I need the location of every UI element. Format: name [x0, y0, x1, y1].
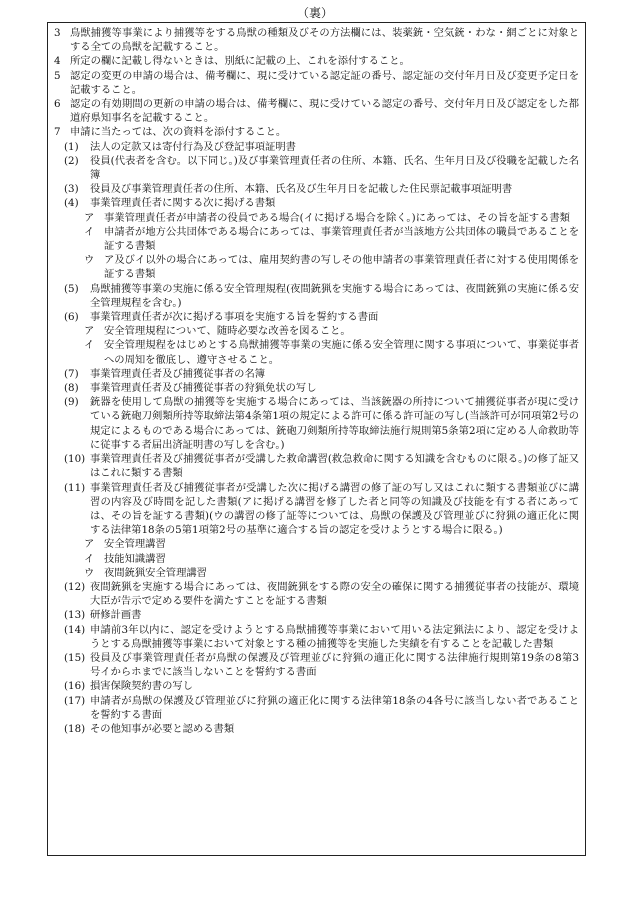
note-5	[54, 69, 579, 97]
item-number: (3)	[64, 183, 79, 196]
item-text: 事業管理責任者に関する次に掲げる書類	[90, 197, 276, 210]
item-number: (1)	[64, 140, 79, 153]
note-text: 所定の欄に記載し得ないときは、別紙に記載の上、これを添付すること。	[70, 55, 410, 68]
attachment-subitem-11b	[54, 552, 579, 566]
note-7	[54, 125, 579, 139]
subitem-text: 技能知識講習	[104, 552, 166, 565]
attachment-item-9	[54, 395, 579, 452]
subitem-label: イ	[84, 225, 95, 238]
item-text: 鳥獣捕獲等事業の実施に係る安全管理規程(夜間銃猟を実施する場合にあっては、夜間銃猟の実施に係る安全管理規程を含む。)	[90, 282, 579, 309]
attachment-item-12	[54, 580, 579, 608]
item-number: (7)	[64, 367, 79, 380]
item-text: 法人の定款又は寄付行為及び登記事項証明書	[90, 140, 296, 153]
attachment-item-17	[54, 694, 579, 722]
item-number: (5)	[64, 282, 79, 295]
attachment-subitem-4c	[54, 253, 579, 281]
attachment-item-2	[54, 154, 579, 182]
item-number: (13)	[64, 609, 86, 622]
item-text: 損害保険契約書の写し	[90, 680, 193, 693]
attachment-item-16	[54, 679, 579, 693]
item-number: (9)	[64, 396, 79, 409]
attachment-subitem-6b	[54, 338, 579, 366]
attachment-subitem-6a	[54, 324, 579, 338]
item-text: その他知事が必要と認める書類	[90, 722, 235, 735]
subitem-label: ア	[84, 538, 95, 551]
item-number: (17)	[64, 694, 86, 707]
note-text: 認定の有効期間の更新の申請の場合は、備考欄に、現に受けている認定の番号、交付年月日及び認定をした都道府県知事名を記載すること。	[70, 98, 579, 125]
page-title: （裏）	[296, 6, 333, 20]
note-text: 認定の変更の申請の場合は、備考欄に、現に受けている認定証の番号、認定証の交付年月日及び変更予定日を記載すること。	[70, 69, 579, 96]
note-number: 3	[54, 27, 61, 39]
attachment-item-1	[54, 140, 579, 154]
attachment-subitem-11c	[54, 566, 579, 580]
attachment-item-5	[54, 282, 579, 310]
item-number: (16)	[64, 680, 86, 693]
attachment-item-11	[54, 481, 579, 538]
attachment-item-3	[54, 182, 579, 196]
item-number: (8)	[64, 382, 79, 395]
subitem-text: 安全管理規程をはじめとする鳥獣捕獲等事業の実施に係る安全管理に関する事項について、事業従事者への周知を徹底し、遵守させること。	[104, 339, 579, 366]
item-number: (4)	[64, 197, 79, 210]
item-number: (15)	[64, 651, 86, 664]
item-number: (18)	[64, 722, 86, 735]
subitem-label: ウ	[84, 566, 95, 579]
attachment-item-7	[54, 367, 579, 381]
item-number: (2)	[64, 154, 79, 167]
attachment-item-15	[54, 651, 579, 679]
subitem-text: 事業管理責任者が申請者の役員である場合(イに掲げる場合を除く。)にあっては、その旨を証する書類	[104, 211, 570, 224]
note-number: 4	[54, 55, 61, 68]
attachment-item-14	[54, 623, 579, 651]
attachment-item-13	[54, 608, 579, 622]
item-text: 事業管理責任者及び捕獲従事者の名簿	[90, 367, 266, 380]
item-text: 事業管理責任者及び捕獲従事者が受講した次に掲げる講習の修了証の写し又はこれに類する書類並びに講習の内容及び時間を記した書類(アに掲げる講習を修了した者と同等の知識及び技能を有する者にあっては、その旨を証する書類)(ウの講習の修了証等については、鳥獣の保護及び管理並びに狩猟の適正化に関する法律第18条の5第1項第2号の基準に適合する旨の認定を受けようとする場合に限る。)	[90, 481, 579, 537]
attachment-subitem-11a	[54, 537, 579, 551]
note-3	[54, 26, 579, 54]
notes-box	[47, 22, 586, 856]
item-number: (14)	[64, 623, 86, 636]
item-text: 申請前3年以内に、認定を受けようとする鳥獣捕獲等事業において用いる法定猟法により、認定を受けようとする鳥獣捕獲等事業において対象とする種の捕獲等を実施した実績を有することを記載した書類	[90, 623, 579, 650]
item-number: (10)	[64, 453, 86, 466]
attachment-item-18	[54, 722, 579, 736]
attachment-subitem-4a	[54, 211, 579, 225]
item-text: 研修計画書	[90, 609, 142, 622]
attachment-item-6	[54, 310, 579, 324]
attachment-item-10	[54, 452, 579, 480]
attachment-subitem-4b	[54, 225, 579, 253]
note-6	[54, 97, 579, 125]
note-text: 申請に当たっては、次の資料を添付すること。	[70, 126, 287, 139]
subitem-text: ア及びイ以外の場合にあっては、雇用契約書の写しその他申請者の事業管理責任者に対する使用関係を証する書類	[104, 254, 579, 281]
item-text: 事業管理責任者及び捕獲従事者の狩猟免状の写し	[90, 382, 317, 395]
item-text: 役員及び事業管理責任者が鳥獣の保護及び管理並びに狩猟の適正化に関する法律施行規則第19条の8第3号イからホまでに該当しないことを誓約する書面	[90, 651, 579, 679]
subitem-label: ア	[84, 211, 95, 224]
item-text: 役員(代表者を含む。以下同じ。)及び事業管理責任者の住所、本籍、氏名、生年月日及び役職を記載した名簿	[90, 154, 579, 182]
item-number: (6)	[64, 311, 79, 324]
item-number: (12)	[64, 580, 86, 593]
item-text: 事業管理責任者が次に掲げる事項を実施する旨を誓約する書面	[90, 311, 379, 324]
subitem-text: 夜間銃猟安全管理講習	[104, 566, 207, 579]
subitem-text: 安全管理規程について、随時必要な改善を図ること。	[104, 325, 351, 338]
item-text: 申請者が鳥獣の保護及び管理並びに狩猟の適正化に関する法律第18条の4各号に該当しない者であることを誓約する書面	[90, 694, 579, 721]
note-4	[54, 54, 579, 68]
item-number: (11)	[64, 481, 86, 494]
note-number: 7	[54, 126, 61, 139]
subitem-label: ウ	[84, 254, 95, 267]
subitem-text: 申請者が地方公共団体である場合にあっては、事業管理責任者が当該地方公共団体の職員であることを証する書類	[104, 225, 579, 253]
attachment-item-8	[54, 381, 579, 395]
note-text: 鳥獣捕獲等事業により捕獲等をする鳥獣の種類及びその方法欄には、装薬銃・空気銃・わな・網ごとに対象とする全ての鳥獣を記載すること。	[70, 27, 579, 54]
attachment-item-4	[54, 196, 579, 210]
subitem-label: イ	[84, 552, 95, 565]
item-text: 銃器を使用して鳥獣の捕獲等を実施する場合にあっては、当該銃器の所持について捕獲従事者が現に受けている銃砲刀剣類所持等取締法第4条第1項の規定による許可に係る許可証の写し(当該許可が同項第2号の規定によるものである場合にあっては、銃砲刀剣類所持等取締法施行規則第5条第2項に定める人命救助等に従事する者届出済証明書の写しを含む。)	[90, 396, 579, 451]
item-text: 夜間銃猟を実施する場合にあっては、夜間銃猟をする際の安全の確保に関する捕獲従事者の技能が、環境大臣が告示で定める要件を満たすことを証する書類	[90, 580, 579, 608]
item-text: 事業管理責任者及び捕獲従事者が受講した救命講習(救急救命に関する知識を含むものに限る。)の修了証又はこれに類する書類	[90, 453, 579, 480]
item-text: 役員及び事業管理責任者の住所、本籍、氏名及び生年月日を記載した住民票記載事項証明書	[90, 183, 513, 196]
note-number: 6	[54, 98, 61, 111]
subitem-label: イ	[84, 339, 95, 352]
subitem-text: 安全管理講習	[104, 538, 166, 551]
note-number: 5	[54, 69, 61, 82]
subitem-label: ア	[84, 325, 95, 338]
